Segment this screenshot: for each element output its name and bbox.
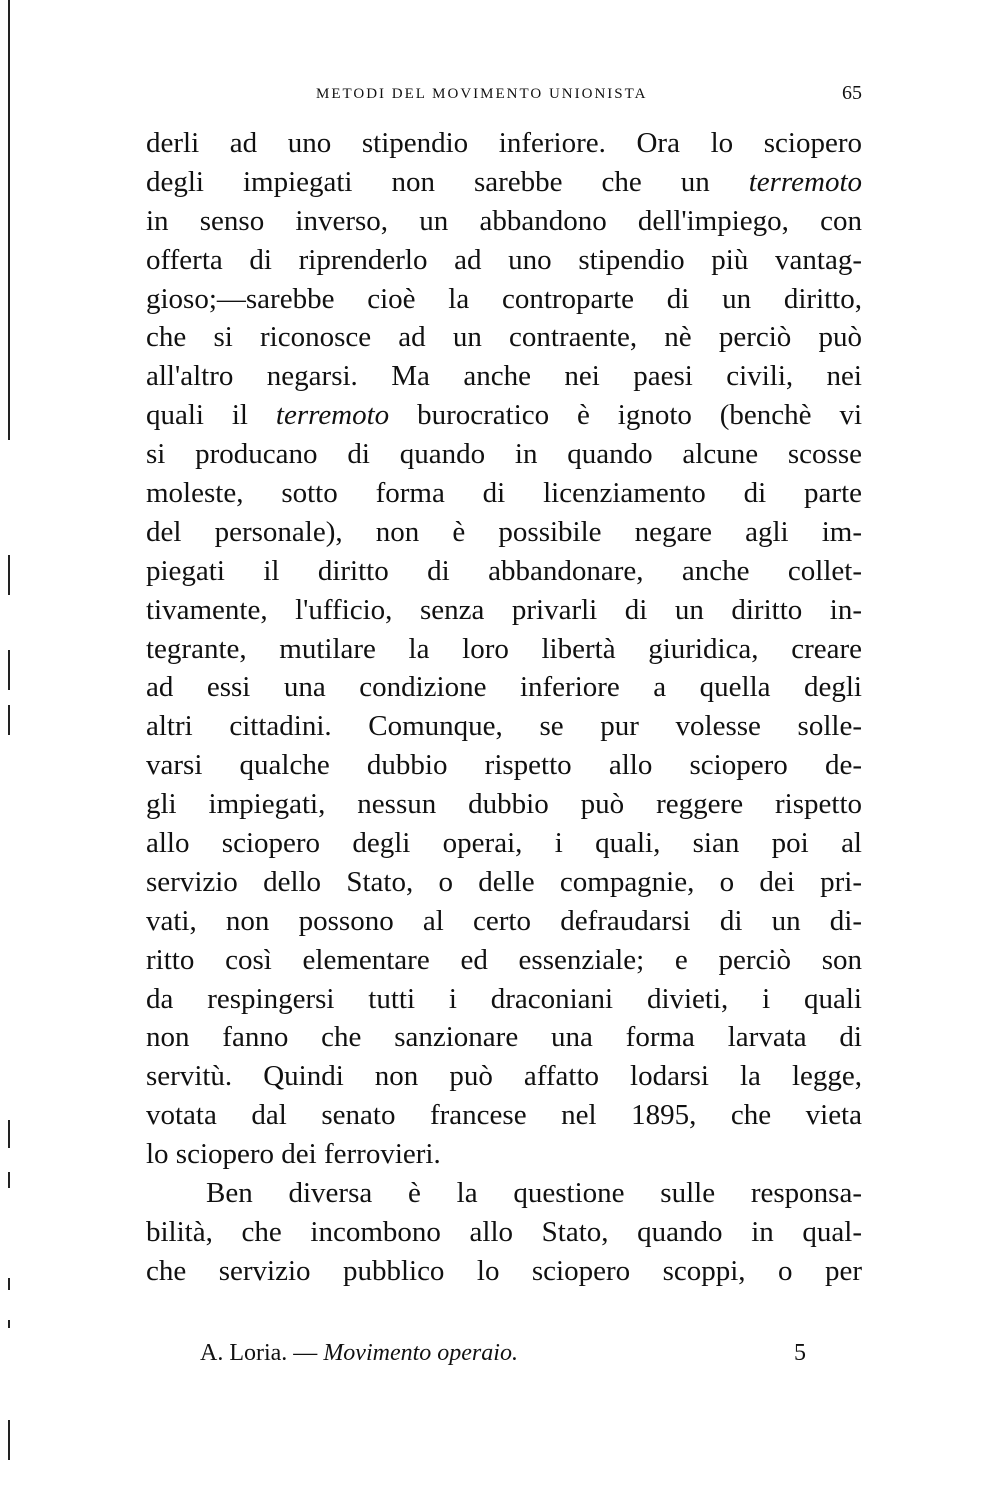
text-line: all'altro negarsi. Ma anche nei paesi civili, nei	[146, 360, 862, 393]
text-line: piegati il diritto di abbandonare, anche collet-	[146, 554, 862, 587]
text-line: in senso inverso, un abbandono dell'impiego, con	[146, 204, 862, 237]
text-line: tegrante, mutilare la loro libertà giuridica, creare	[146, 632, 862, 665]
text-line: servitù. Quindi non può affatto lodarsi la legge,	[146, 1060, 862, 1093]
footer-book-title: Movimento operaio.	[323, 1340, 518, 1366]
text-line: che si riconosce ad un contraente, nè perciò può	[146, 321, 862, 354]
text-line: si producano di quando in quando alcune scosse	[146, 438, 862, 471]
footer-author-title	[200, 1340, 518, 1367]
text-line: allo sciopero degli operai, i quali, sian poi al	[146, 827, 862, 860]
text-line: che servizio pubblico lo sciopero scoppi, o per	[146, 1254, 862, 1287]
running-head	[146, 82, 862, 110]
text-line: quali il terremoto burocratico è ignoto (benchè vi	[146, 399, 862, 432]
text-line: gioso;—sarebbe cioè la controparte di un diritto,	[146, 282, 862, 315]
scan-margin-marks	[4, 0, 24, 1498]
text-line: votata dal senato francese nel 1895, che vieta	[146, 1099, 862, 1132]
text-line: altri cittadini. Comunque, se pur volesse solle-	[146, 710, 862, 743]
body-text	[146, 124, 862, 1291]
page-number: 65	[842, 82, 862, 104]
text-line: lo sciopero dei ferrovieri.	[146, 1138, 441, 1171]
text-line: moleste, sotto forma di licenziamento di parte	[146, 477, 862, 510]
signature-mark: 5	[794, 1340, 806, 1366]
text-line: del personale), non è possibile negare agli im-	[146, 515, 862, 548]
text-line: degli impiegati non sarebbe che un terremoto	[146, 165, 862, 198]
page-footer	[200, 1340, 806, 1370]
text-line: varsi qualche dubbio rispetto allo sciopero de-	[146, 749, 862, 782]
running-title: METODI DEL MOVIMENTO UNIONISTA	[316, 86, 648, 102]
text-line: offerta di riprenderlo ad uno stipendio più vantag-	[146, 243, 862, 276]
text-line: tivamente, l'ufficio, senza privarli di un diritto in-	[146, 593, 862, 626]
text-line: da respingersi tutti i draconiani divieti, i quali	[146, 982, 862, 1015]
text-line: Ben diversa è la questione sulle responsa-	[206, 1177, 862, 1210]
text-line: servizio dello Stato, o delle compagnie, o dei pri-	[146, 865, 862, 898]
text-line: gli impiegati, nessun dubbio può reggere rispetto	[146, 788, 862, 821]
text-line: non fanno che sanzionare una forma larvata di	[146, 1021, 862, 1054]
text-line: derli ad uno stipendio inferiore. Ora lo sciopero	[146, 127, 862, 159]
text-line: ad essi una condizione inferiore a quella degli	[146, 671, 862, 704]
footer-author: A. Loria. —	[200, 1340, 324, 1366]
text-line: bilità, che incombono allo Stato, quando in qual-	[146, 1215, 862, 1248]
text-line: vati, non possono al certo defraudarsi di un di-	[146, 904, 862, 937]
text-line: ritto così elementare ed essenziale; e perciò son	[146, 943, 862, 976]
